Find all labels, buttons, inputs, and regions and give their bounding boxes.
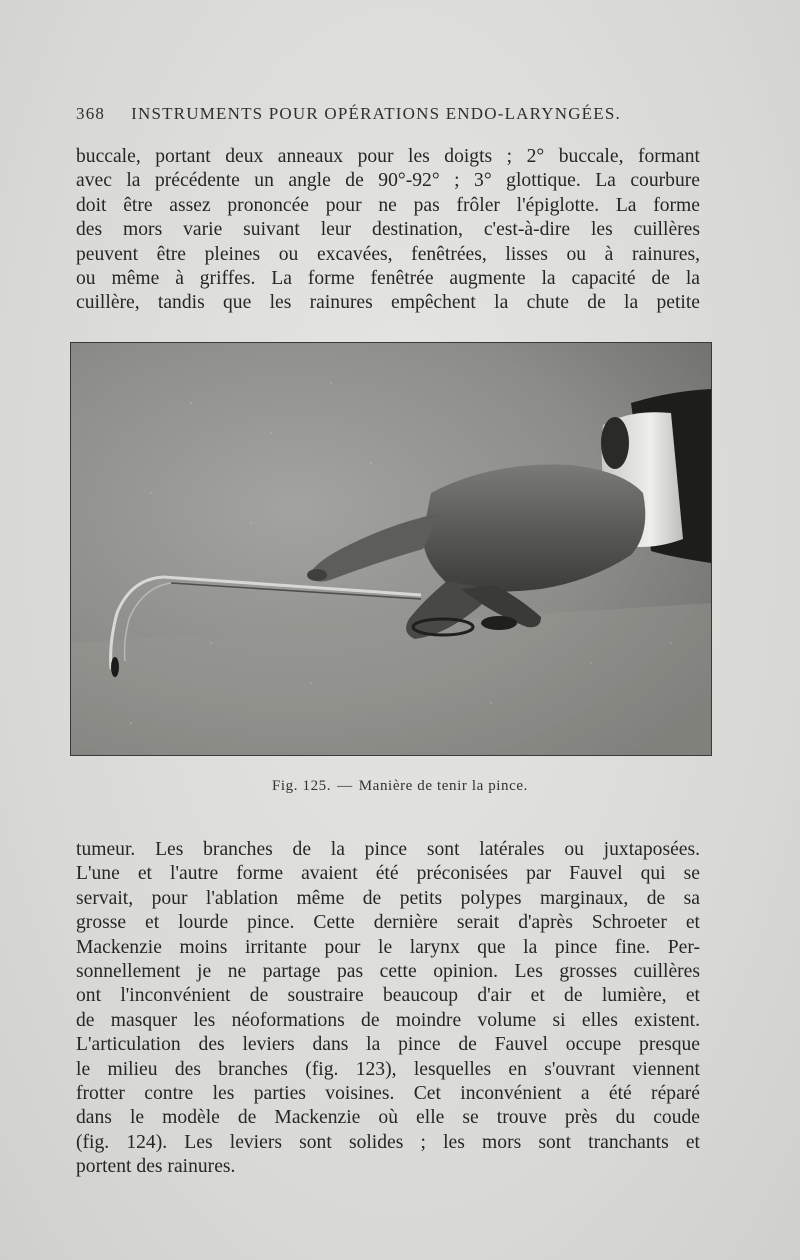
- text-line: grosse et lourde pince. Cette dernière serait d'après Schroeter et: [76, 912, 700, 934]
- text-line: doit être assez prononcée pour ne pas frôler l'épiglotte. La forme: [76, 194, 700, 216]
- running-head: [76, 104, 716, 124]
- figure-caption: [0, 778, 800, 795]
- text-line: cuillère, tandis que les rainures empêchent la chute de la petite: [76, 292, 700, 314]
- text-line: L'articulation des leviers dans la pince de Fauvel occupe presque: [76, 1034, 700, 1056]
- text-line: peuvent être pleines ou excavées, fenêtrées, lisses ou à rainures,: [76, 243, 700, 265]
- figure-caption-text: Manière de tenir la pince.: [358, 778, 529, 794]
- text-line: buccale, portant deux anneaux pour les doigts ; 2° buccale, formant: [76, 146, 700, 167]
- text-line: tumeur. Les branches de la pince sont latérales ou juxtaposées.: [76, 839, 700, 860]
- text-line: sonnellement je ne partage pas cette opinion. Les grosses cuillères: [76, 961, 700, 983]
- hand-holding-forceps-illustration: [71, 343, 711, 755]
- text-line: frotter contre les parties voisines. Cet inconvénient a été réparé: [76, 1083, 700, 1105]
- text-line: (fig. 124). Les leviers sont solides ; les mors sont tranchants et: [76, 1131, 700, 1153]
- text-line: le milieu des branches (fig. 123), lesquelles en s'ouvrant viennent: [76, 1058, 700, 1080]
- text-line: avec la précédente un angle de 90°-92° ; 3° glottique. La courbure: [76, 170, 700, 192]
- caption-dash: —: [337, 778, 353, 794]
- paragraph-1: [76, 145, 700, 316]
- text-line: ont l'inconvénient de soustraire beaucoup d'air et de lumière, et: [76, 985, 700, 1007]
- text-line: de masquer les néoformations de moindre volume si elles existent.: [76, 1009, 700, 1031]
- text-line: servait, pour l'ablation même de petits polypes marginaux, de sa: [76, 887, 700, 909]
- text-line: portent des rainures.: [76, 1156, 236, 1178]
- running-title: INSTRUMENTS POUR OPÉRATIONS ENDO-LARYNGÉES.: [131, 104, 621, 123]
- paragraph-2: [76, 838, 700, 1180]
- text-line: L'une et l'autre forme avaient été préconisées par Fauvel qui se: [76, 863, 700, 885]
- text-line: des mors varie suivant leur destination, c'est-à-dire les cuillères: [76, 219, 700, 241]
- figure-label: Fig. 125.: [271, 778, 332, 794]
- page-number: 368: [76, 104, 106, 123]
- figure-photograph: [70, 342, 712, 756]
- text-line: ou même à griffes. La forme fenêtrée augmente la capacité de la: [76, 268, 700, 290]
- text-line: Mackenzie moins irritante pour le larynx que la pince fine. Per-: [76, 936, 700, 958]
- text-line: dans le modèle de Mackenzie où elle se trouve près du coude: [76, 1107, 700, 1129]
